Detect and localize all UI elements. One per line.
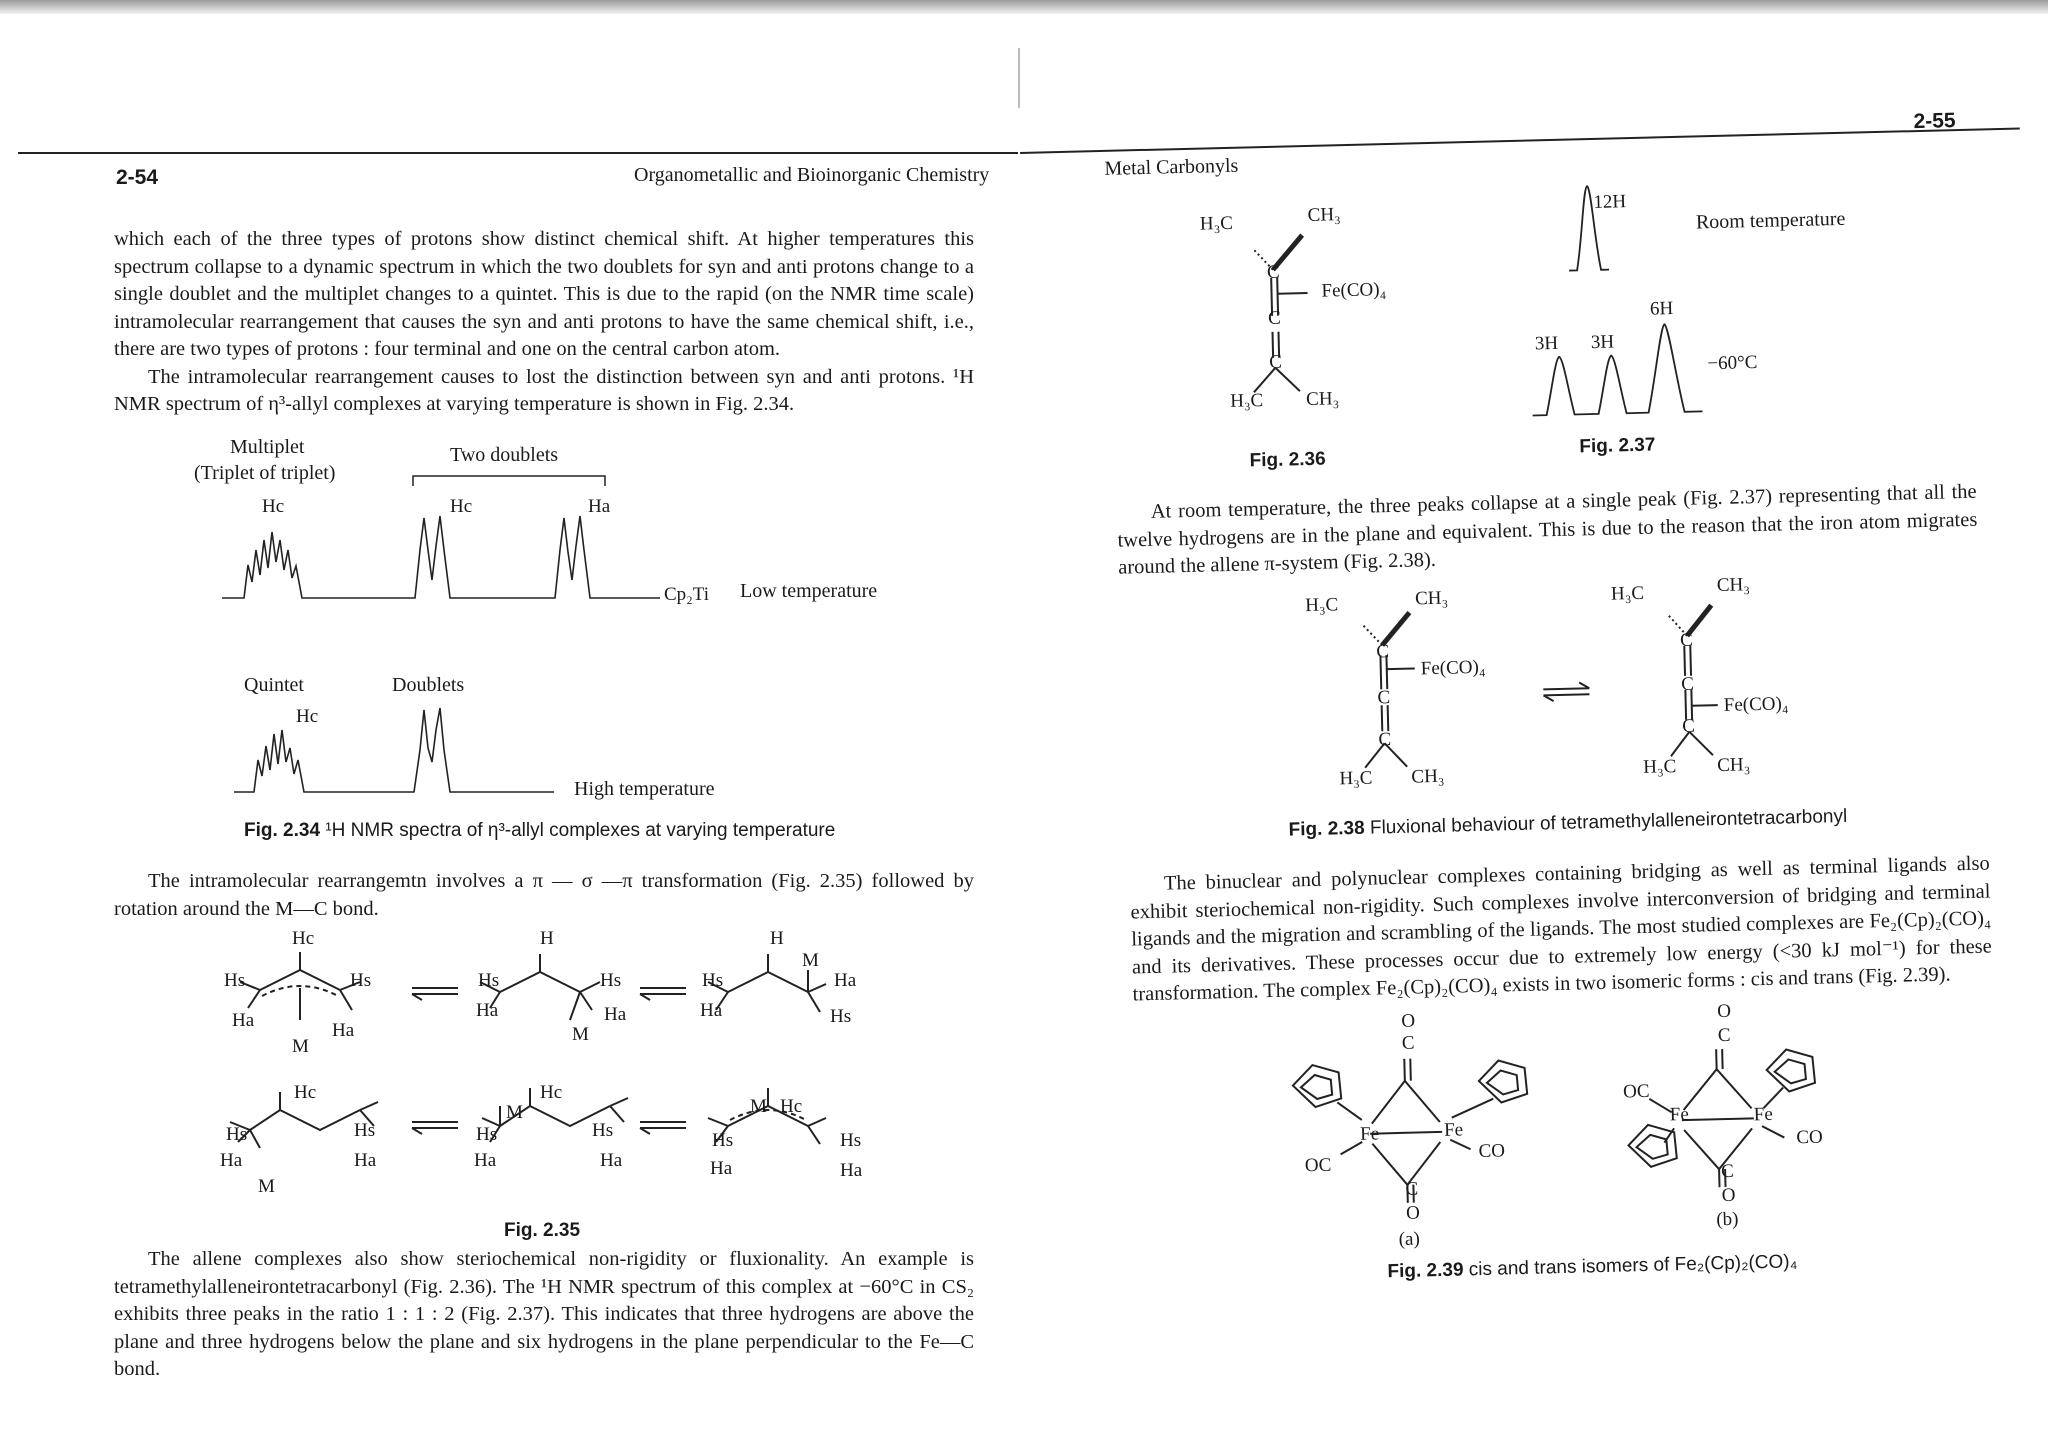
left-text-block-3 — [114, 1246, 974, 1384]
atom-label: C — [1680, 673, 1695, 695]
atom-label: O — [1716, 1000, 1732, 1023]
atom-label: H₃C — [1304, 594, 1339, 617]
caption-number: Fig. 2.38 — [1288, 817, 1365, 841]
atom-label: C — [1405, 1178, 1419, 1200]
atom-label: Hs — [226, 1124, 248, 1145]
caption-fig-2-34 — [244, 820, 835, 842]
fig-2-36-allene-structure — [1191, 205, 1396, 430]
atom-label: Fe — [1753, 1103, 1774, 1126]
atom-label: Hs — [478, 970, 500, 991]
atom-label: Hc — [292, 928, 315, 949]
atom-label: O — [1401, 1010, 1416, 1032]
atom-label: H₃C — [1339, 767, 1373, 790]
atom-label: Ha — [840, 1160, 863, 1181]
caption-fig-2-38 — [1288, 806, 1847, 842]
atom-label: M — [258, 1176, 275, 1197]
atom-label: Fe — [1443, 1119, 1464, 1141]
atom-label: CH₃ — [1305, 388, 1340, 411]
atom-label: C — [1682, 715, 1696, 737]
page-number-right: 2-55 — [1913, 109, 1956, 134]
atom-label: Ha — [834, 970, 857, 991]
atom-label: Hs — [224, 970, 246, 991]
atom-label: M — [292, 1036, 309, 1057]
atom-label: C — [1720, 1160, 1735, 1183]
header-rule-left — [18, 152, 1018, 154]
atom-label: Hs — [600, 970, 622, 991]
atom-label: CH₃ — [1716, 574, 1751, 597]
multiplet-label: Multiplet — [230, 436, 305, 458]
triplet-label: (Triplet of triplet) — [194, 462, 336, 484]
atom-label: Ha — [604, 1004, 627, 1025]
low-temp-spectrum — [210, 470, 670, 610]
low-temperature-label: Low temperature — [740, 580, 878, 602]
peak-3h-label: 3H — [1590, 331, 1615, 354]
caption-number: Fig. 2.35 — [504, 1220, 581, 1241]
fig-2-39-label-a: (a) — [1398, 1228, 1421, 1251]
page-number-left: 2-54 — [116, 166, 159, 189]
high-temp-spectrum — [224, 690, 564, 800]
peak-12h-label: 12H — [1593, 191, 1627, 213]
atom-label: Hs — [712, 1130, 734, 1151]
running-title-left: Organometallic and Bioinorganic Chemistry — [634, 164, 990, 186]
atom-label: Ha — [476, 1000, 499, 1021]
high-temperature-label: High temperature — [574, 778, 715, 800]
atom-label: Hs — [350, 970, 372, 991]
atom-label: Ha — [232, 1010, 255, 1031]
atom-label: Fe(CO)₄ — [1420, 656, 1486, 680]
atom-label: CH₃ — [1307, 204, 1341, 226]
left-text-block-1 — [114, 226, 974, 419]
figure-2-35-drawing — [200, 930, 900, 1190]
caption-fig-2-39 — [1387, 1251, 1797, 1283]
scan-shadow — [0, 0, 2048, 14]
quintet-label: Quintet — [244, 674, 304, 696]
two-doublets-label: Two doublets — [450, 444, 559, 466]
atom-label: C — [1268, 351, 1283, 373]
caption-number: Fig. 2.34 — [244, 820, 321, 841]
caption-fig-2-37 — [1579, 435, 1656, 459]
room-temperature-label: Room temperature — [1695, 207, 1846, 234]
atom-label: CH₃ — [1414, 587, 1449, 610]
peak-3h-label: 3H — [1534, 332, 1559, 355]
page-gutter — [1018, 48, 1020, 108]
atom-label: Ha — [220, 1150, 243, 1171]
atom-label: OC — [1622, 1080, 1650, 1103]
minus-60c-label: −60°C — [1707, 352, 1758, 375]
atom-label: O — [1721, 1184, 1736, 1207]
atom-label: C — [1679, 629, 1694, 651]
hc-label: Hc — [450, 496, 473, 517]
caption-number: Fig. 2.36 — [1249, 448, 1326, 472]
right-text-block-2 — [1130, 850, 1993, 1008]
atom-label: Hs — [830, 1006, 852, 1027]
caption-number: Fig. 2.37 — [1579, 434, 1656, 458]
atom-label: C — [1376, 641, 1390, 663]
atom-label: M — [506, 1102, 523, 1123]
right-text-block-1 — [1117, 479, 1979, 582]
caption-text: cis and trans isomers of Fe₂(Cp)₂(CO)₄ — [1468, 1251, 1798, 1281]
atom-label: H₃C — [1610, 582, 1645, 605]
atom-label: OC — [1304, 1154, 1332, 1177]
atom-label: H — [770, 928, 784, 949]
paragraph: The intramolecular rearrangement causes to lost the distinction between syn and anti protons. ¹H NMR spectrum of η³-allyl complexes at varying temperature is shown in Fig. 2.34. — [114, 365, 974, 415]
atom-label: C — [1267, 307, 1282, 329]
caption-fig-2-36 — [1249, 449, 1326, 473]
paragraph: The intramolecular rearrangemtn involves a π — σ —π transformation (Fig. 2.35) followed by rotation around the M—C bond. — [114, 870, 974, 920]
atom-label: CH₃ — [1716, 754, 1751, 777]
cp2ti-label: Cp₂Ti — [664, 584, 710, 605]
paragraph: The binuclear and polynuclear complexes containing bridging as well as terminal ligands also exhibit steriochemical non-rigidity. Such complexes involve interconversion of bridging and terminal ligands and the migration and scrambling of the ligands. The most studied complexes are Fe₂(Cp)₂(CO)₄ and its derivatives. These processes occur due to extremely low energy (<30 kJ mol⁻¹) for these transformation. The complex Fe₂(Cp)₂(CO)₄ exists in two isomeric forms : cis and trans (Fig. 2.39). — [1130, 852, 1992, 1006]
atom-label: M — [750, 1096, 767, 1117]
atom-label: H — [540, 928, 554, 949]
atom-label: Hc — [540, 1082, 563, 1103]
atom-label: Fe — [1669, 1103, 1689, 1126]
paragraph: which each of the three types of protons show distinct chemical shift. At higher temperatures this spectrum collapse to a dynamic spectrum in which the two doublets for syn and anti protons change to a single doublet and the multiplet changes to a quintet. This is due to the rapid (on the NMR time scale) intramolecular rearrangement that causes the syn and anti protons to have the same chemical shift, i.e., there are two types of protons : four terminal and one on the central carbon atom. — [114, 228, 974, 360]
atom-label: Hs — [476, 1124, 498, 1145]
peak-6h-label: 6H — [1649, 298, 1674, 320]
atom-label: H₃C — [1229, 390, 1264, 412]
ha-label: Ha — [588, 496, 611, 517]
atom-label: Hc — [780, 1096, 803, 1117]
hc-label: Hc — [262, 496, 285, 517]
atom-label: Ha — [710, 1158, 733, 1179]
atom-label: Hc — [294, 1082, 317, 1103]
fig-2-39-label-b: (b) — [1716, 1208, 1739, 1231]
hc-label: Hc — [296, 706, 319, 727]
header-rule-right — [1020, 128, 2020, 154]
atom-label: Hs — [592, 1120, 614, 1141]
atom-label: C — [1377, 687, 1391, 709]
caption-fig-2-35 — [504, 1220, 580, 1242]
atom-label: Hs — [702, 970, 724, 991]
atom-label: C — [1717, 1024, 1731, 1047]
atom-label: Hs — [354, 1120, 376, 1141]
atom-label: C — [1401, 1032, 1415, 1054]
atom-label: CO — [1796, 1126, 1823, 1149]
running-title-right: Metal Carbonyls — [1104, 154, 1239, 180]
atom-label: Ha — [600, 1150, 623, 1171]
fig-2-39-fe2cp2co4-drawing — [1261, 1011, 1905, 1217]
left-text-block-2 — [114, 868, 974, 923]
atom-label: Ha — [332, 1020, 355, 1041]
doublets-label: Doublets — [392, 674, 465, 696]
atom-label: Ha — [700, 1000, 723, 1021]
caption-number: Fig. 2.39 — [1387, 1259, 1464, 1283]
atom-label: C — [1266, 261, 1280, 283]
atom-label: H₃C — [1642, 756, 1677, 778]
atom-label: Fe — [1359, 1123, 1380, 1145]
caption-text: Fluxional behaviour of tetramethylalleneirontetracarbonyl — [1369, 805, 1848, 839]
atom-label: Ha — [354, 1150, 377, 1171]
atom-label: CO — [1478, 1140, 1506, 1163]
atom-label: O — [1405, 1202, 1421, 1224]
atom-label: H₃C — [1199, 212, 1234, 235]
paragraph: The allene complexes also show steriochemical non-rigidity or fluxionality. An example is tetramethylalleneirontetracarbonyl (Fig. 2.36). The ¹H NMR spectrum of this complex at −60°C in CS₂ exhibits three peaks in the ratio 1 : 1 : 2 (Fig. 2.37). This indicates that three hydrogens are above the plane and three hydrogens below the plane and six hydrogens in the plane perpendicular to the Fe—C bond. — [114, 1248, 974, 1380]
atom-label: Fe(CO)₄ — [1723, 693, 1789, 716]
atom-label: CH₃ — [1411, 765, 1445, 788]
atom-label: M — [802, 950, 819, 971]
atom-label: Ha — [474, 1150, 497, 1171]
atom-label: Hs — [840, 1130, 862, 1151]
atom-label: C — [1378, 729, 1392, 751]
paragraph: At room temperature, the three peaks collapse at a single peak (Fig. 2.37) representing that all the twelve hydrogens are in the plane and equivalent. This is due to the reason that the iron atom migrates around the allene π-system (Fig. 2.38). — [1117, 480, 1978, 579]
caption-text: ¹H NMR spectra of η³-allyl complexes at varying temperature — [325, 820, 836, 841]
atom-label: M — [572, 1024, 589, 1045]
atom-label: Fe(CO)₄ — [1321, 279, 1387, 302]
